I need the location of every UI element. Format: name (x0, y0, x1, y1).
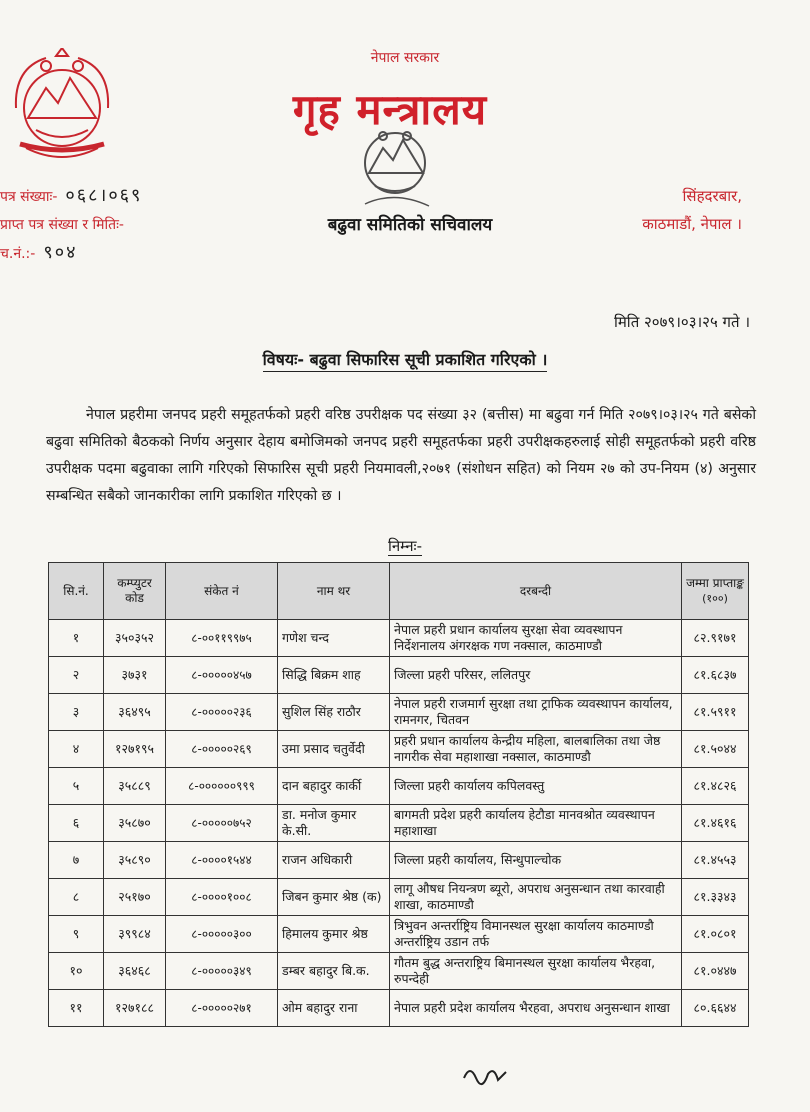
table-row (49, 805, 749, 842)
cell-computer-code: ३६४९५ (104, 694, 166, 731)
cell-total: ८१.५९११ (682, 694, 749, 731)
table-row (49, 916, 749, 953)
cell-name: डम्बर बहादुर बि.क. (278, 953, 390, 990)
signature-mark (460, 1060, 510, 1090)
cell-sn: ४ (49, 731, 104, 768)
cell-position: जिल्ला प्रहरी कार्यालय कपिलवस्तु (390, 768, 682, 805)
header-total-label: जम्मा प्राप्ताङ्क (686, 576, 744, 590)
cell-symbol-no: ८-०००००३०० (166, 916, 278, 953)
cell-computer-code: ३५८९० (104, 842, 166, 879)
subject-text: विषयः- बढुवा सिफारिस सूची प्रकाशित गरिएको । (263, 350, 548, 372)
cell-computer-code: ३७३१ (104, 657, 166, 694)
table-row (49, 731, 749, 768)
letter-body: नेपाल प्रहरीमा जनपद प्रहरी समूहतर्फको प्रहरी वरिष्ठ उपरीक्षक पद संख्या ३२ (बत्तीस) मा बढुवा गर्न मिति २०७९।०३।२५ गते बसेको बढुवा समितिको बैठकको निर्णय अनुसार देहाय बमोजिमको जनपद प्रहरी समूहतर्फका प्रहरी उपरीक्षकहरुलाई सोही समूहतर्फको प्रहरी वरिष्ठ उपरीक्षक पदमा बढुवाका लागि गरिएको सिफारिस सूची प्रहरी नियमावली,२०७१ (संशोधन सहित) को नियम २७ को उप-नियम (४) अनुसार सम्बन्धित सबैको जानकारीका लागि प्रकाशित गरिएको छ । (46, 407, 756, 504)
header-sn: सि.नं. (49, 563, 104, 620)
cell-position: बागमती प्रदेश प्रहरी कार्यालय हेटौडा मानवश्रोत व्यवस्थापन महाशाखा (390, 805, 682, 842)
cell-sn: ६ (49, 805, 104, 842)
cell-symbol-no: ८-०००००४५७ (166, 657, 278, 694)
cell-total: ८१.०४४७ (682, 953, 749, 990)
cell-computer-code: ३६४६८ (104, 953, 166, 990)
cell-computer-code: १२७१८८ (104, 990, 166, 1027)
recommendation-table (48, 562, 749, 1027)
ref-no-label: पत्र संख्याः- (0, 189, 58, 205)
cell-name: राजन अधिकारी (278, 842, 390, 879)
cell-position: त्रिभुवन अन्तर्राष्ट्रिय विमानस्थल सुरक्षा कार्यालय काठमाण्डौ अन्तर्राष्ट्रिय उडान तर्फ (390, 916, 682, 953)
cell-position: नेपाल प्रहरी प्रदेश कार्यालय भैरहवा, अपराध अनुसन्धान शाखा (390, 990, 682, 1027)
cell-sn: ९ (49, 916, 104, 953)
cell-name: उमा प्रसाद चतुर्वेदी (278, 731, 390, 768)
cell-computer-code: ३९९८४ (104, 916, 166, 953)
cell-total: ८१.५०४४ (682, 731, 749, 768)
table-row (49, 990, 749, 1027)
cell-symbol-no: ८-००००००९९९ (166, 768, 278, 805)
list-heading-text: निम्नः- (387, 537, 423, 555)
cell-name: डा. मनोज कुमार के.सी. (278, 805, 390, 842)
table-header-row (49, 563, 749, 620)
cell-symbol-no: ८-०००००२७१ (166, 990, 278, 1027)
cell-symbol-no: ८-०००००२६९ (166, 731, 278, 768)
government-label: नेपाल सरकार (370, 50, 440, 66)
cell-total: ८१.३३४३ (682, 879, 749, 916)
address-line-2: काठमाडौं, नेपाल । (642, 215, 742, 233)
cell-computer-code: ३५०३५२ (104, 620, 166, 657)
cell-position: नेपाल प्रहरी राजमार्ग सुरक्षा तथा ट्राफिक व्यवस्थापन कार्यालय, रामनगर, चितवन (390, 694, 682, 731)
cell-computer-code: ३५८७० (104, 805, 166, 842)
cell-sn: १ (49, 620, 104, 657)
cell-total: ८१.४६१६ (682, 805, 749, 842)
header-position: दरबन्दी (390, 563, 682, 620)
address-block (642, 182, 742, 238)
cell-symbol-no: ८-०००००२३६ (166, 694, 278, 731)
list-heading (0, 536, 810, 556)
header-total-max: (१००) (702, 592, 728, 605)
table-row (49, 768, 749, 805)
cell-position: गौतम बुद्ध अन्तराष्ट्रिय बिमानस्थल सुरक्षा कार्यालय भैरहवा, रुपन्देही (390, 953, 682, 990)
table-row (49, 953, 749, 990)
received-label: प्राप्त पत्र संख्या र मितिः- (0, 217, 124, 233)
cell-symbol-no: ८-०००००३४९ (166, 953, 278, 990)
cell-sn: ३ (49, 694, 104, 731)
cell-name: सुशिल सिंह राठौर (278, 694, 390, 731)
cell-computer-code: ३५८८९ (104, 768, 166, 805)
cell-symbol-no: ८-००००१५४४ (166, 842, 278, 879)
cell-symbol-no: ८-०००००७५२ (166, 805, 278, 842)
cell-total: ८१.४५५३ (682, 842, 749, 879)
cell-name: गणेश चन्द (278, 620, 390, 657)
header-computer-code: कम्प्युटर कोड (104, 563, 166, 620)
cell-position: नेपाल प्रहरी प्रधान कार्यालय सुरक्षा सेवा व्यवस्थापन निर्देशनालय अंगरक्षक गण नक्साल, काठमाण्डौ (390, 620, 682, 657)
letter-date: मिति २०७९।०३।२५ गते । (613, 313, 750, 331)
table-row (49, 842, 749, 879)
table-row (49, 694, 749, 731)
cell-sn: १० (49, 953, 104, 990)
dispatch-label: च.नं.:- (0, 246, 36, 262)
cell-position: लागू औषध नियन्त्रण ब्यूरो, अपराध अनुसन्धान तथा कारवाही शाखा, काठमाण्डौ (390, 879, 682, 916)
cell-total: ८१.४८२६ (682, 768, 749, 805)
cell-name: सिद्धि बिक्रम शाह (278, 657, 390, 694)
cell-position: प्रहरी प्रधान कार्यालय केन्द्रीय महिला, बालबालिका तथा जेष्ठ नागरीक सेवा महाशाखा नक्साल, काठमाण्डौ (390, 731, 682, 768)
cell-sn: ५ (49, 768, 104, 805)
header-name: नाम थर (278, 563, 390, 620)
dispatch-value: ९०४ (43, 242, 78, 263)
cell-computer-code: १२७१९५ (104, 731, 166, 768)
cell-sn: ८ (49, 879, 104, 916)
cell-sn: ११ (49, 990, 104, 1027)
recommendation-table-wrap (48, 562, 748, 1027)
letter-subject (0, 348, 810, 370)
cell-position: जिल्ला प्रहरी कार्यालय, सिन्धुपाल्चोक (390, 842, 682, 879)
table-row (49, 657, 749, 694)
cell-name: दान बहादुर कार्की (278, 768, 390, 805)
ref-no-value: ०६८।०६९ (65, 185, 143, 206)
cell-name: जिबन कुमार श्रेष्ठ (क) (278, 879, 390, 916)
cell-symbol-no: ८-००११९९७५ (166, 620, 278, 657)
table-row (49, 620, 749, 657)
address-line-1: सिंहदरबार, (682, 187, 742, 205)
header-total (682, 563, 749, 620)
cell-sn: ७ (49, 842, 104, 879)
reference-block (0, 182, 142, 268)
cell-position: जिल्ला प्रहरी परिसर, ललितपुर (390, 657, 682, 694)
cell-total: ८०.६६४४ (682, 990, 749, 1027)
ministry-title: गृह मन्त्रालय (292, 85, 488, 134)
cell-computer-code: २५१७० (104, 879, 166, 916)
cell-symbol-no: ८-००००१००८ (166, 879, 278, 916)
cell-total: ८१.०८०१ (682, 916, 749, 953)
table-body (49, 620, 749, 1027)
cell-total: ८१.६८३७ (682, 657, 749, 694)
table-row (49, 879, 749, 916)
header-symbol-no: संकेत नं (166, 563, 278, 620)
cell-name: ओम बहादुर राना (278, 990, 390, 1027)
received-row (0, 211, 142, 239)
cell-sn: २ (49, 657, 104, 694)
cell-total: ८२.९१७१ (682, 620, 749, 657)
cell-name: हिमालय कुमार श्रेष्ठ (278, 916, 390, 953)
dispatch-row (0, 239, 142, 268)
ref-no-row (0, 182, 142, 211)
secretariat-title: बढुवा समितिको सचिवालय (327, 215, 493, 235)
